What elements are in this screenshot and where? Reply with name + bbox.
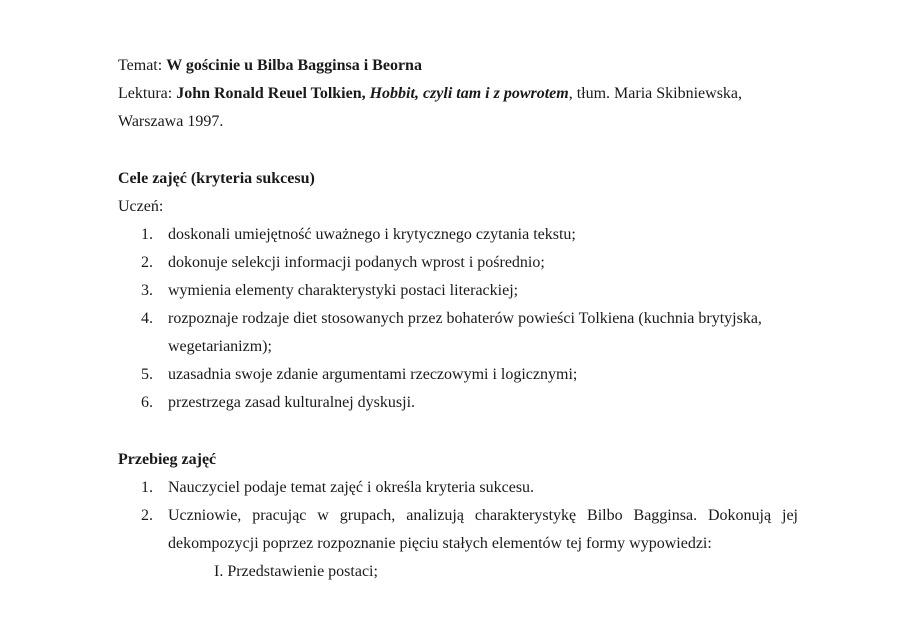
list-item-text: Uczniowie, pracując w grupach, analizują charakterystykę Bilbo Bagginsa. Dokonują jej dekompozycji poprzez rozpoznanie pięciu stałych elementów tej formy wypowiedzi: bbox=[168, 507, 798, 552]
sublist-item-text: Przedstawienie postaci; bbox=[227, 563, 378, 580]
course-list bbox=[118, 474, 798, 558]
list-item-text: Nauczyciel podaje temat zajęć i określa kryteria sukcesu. bbox=[168, 479, 535, 496]
list-item-text: uzasadnia swoje zdanie argumentami rzeczowymi i logicznymi; bbox=[168, 366, 578, 383]
reading-publication: Warszawa 1997. bbox=[118, 113, 224, 130]
list-item bbox=[118, 277, 798, 305]
list-item-number: 4. bbox=[141, 310, 153, 327]
document-page bbox=[118, 52, 798, 586]
reading-title: Hobbit, czyli tam i z powrotem bbox=[369, 85, 569, 102]
reading-author: John Ronald Reuel Tolkien, bbox=[176, 85, 366, 102]
list-item-text: wymienia elementy charakterystyki postaci literackiej; bbox=[168, 282, 519, 299]
list-item-text: doskonali umiejętność uważnego i krytycznego czytania tekstu; bbox=[168, 226, 576, 243]
list-item bbox=[118, 474, 798, 502]
list-item bbox=[118, 502, 798, 558]
list-item-number: 5. bbox=[141, 366, 153, 383]
course-heading: Przebieg zajęć bbox=[118, 451, 217, 468]
list-item-text: rozpoznaje rodzaje diet stosowanych przez bohaterów powieści Tolkiena (kuchnia brytyjska, wegetarianizm); bbox=[168, 310, 762, 355]
reading-translator: , tłum. Maria Skibniewska, bbox=[568, 85, 743, 102]
sublist-item-number: I. bbox=[214, 563, 224, 580]
list-item-number: 1. bbox=[141, 226, 153, 243]
topic-line bbox=[118, 52, 798, 80]
list-item-number: 1. bbox=[141, 479, 153, 496]
list-item-text: przestrzega zasad kulturalnej dyskusji. bbox=[168, 394, 416, 411]
goals-heading: Cele zajęć (kryteria sukcesu) bbox=[118, 170, 315, 187]
topic-title: W gościnie u Bilba Bagginsa i Beorna bbox=[166, 57, 422, 74]
list-item-number: 2. bbox=[141, 507, 153, 524]
goals-intro: Uczeń: bbox=[118, 198, 164, 215]
topic-label: Temat: bbox=[118, 57, 163, 74]
list-item bbox=[118, 221, 798, 249]
list-item bbox=[118, 389, 798, 417]
course-sublist bbox=[118, 558, 798, 586]
list-item-number: 3. bbox=[141, 282, 153, 299]
goals-list bbox=[118, 221, 798, 417]
list-item-number: 6. bbox=[141, 394, 153, 411]
reading-line bbox=[118, 80, 798, 108]
list-item-text: dokonuje selekcji informacji podanych wprost i pośrednio; bbox=[168, 254, 545, 271]
list-item bbox=[118, 361, 798, 389]
list-item bbox=[118, 249, 798, 277]
reading-label: Lektura: bbox=[118, 85, 173, 102]
list-item bbox=[118, 305, 798, 361]
list-item-number: 2. bbox=[141, 254, 153, 271]
